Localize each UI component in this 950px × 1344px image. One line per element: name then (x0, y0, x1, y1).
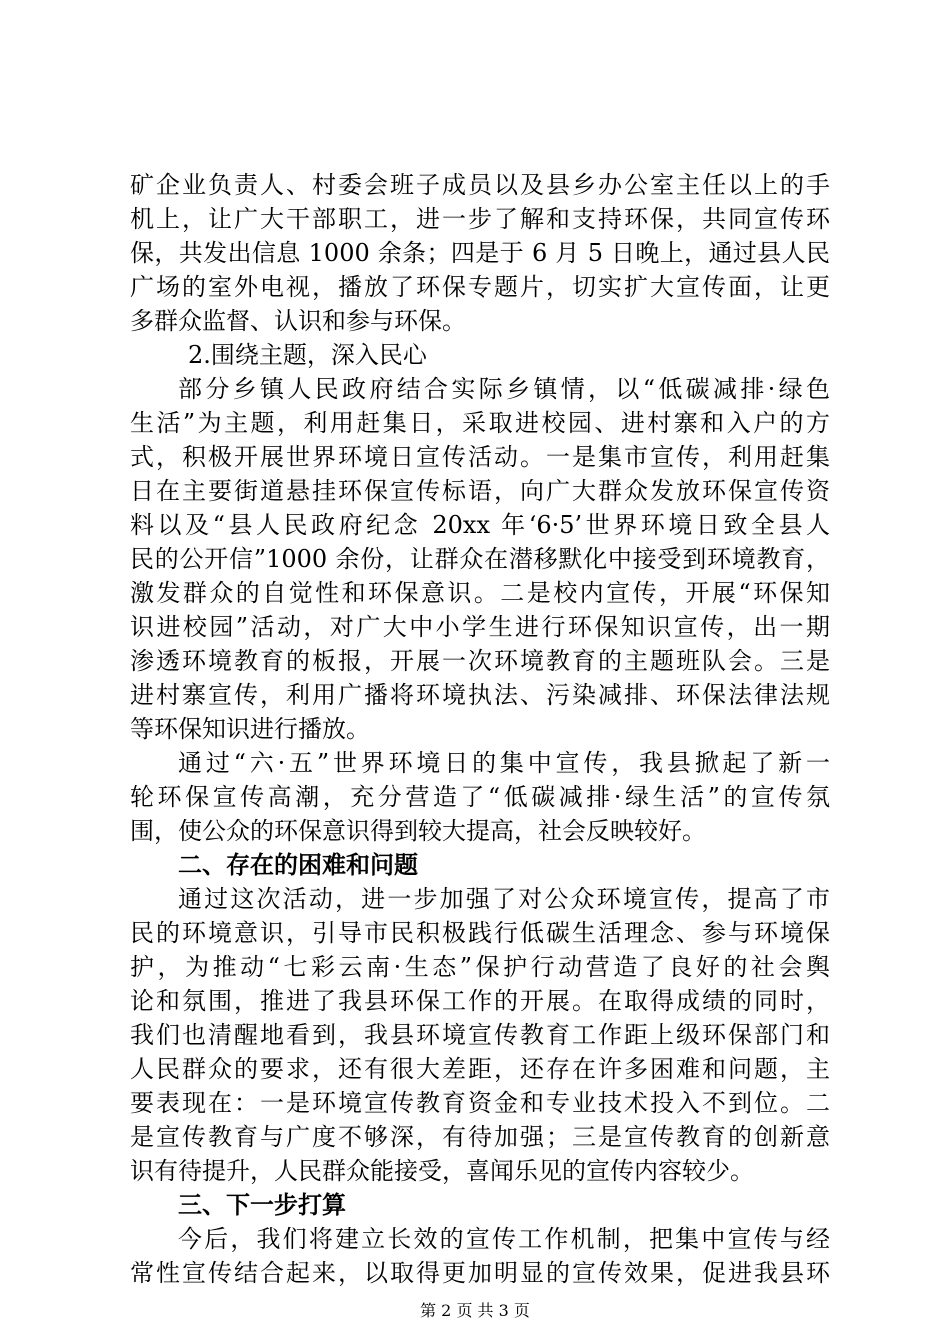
text-line: 机上，让广大干部职工，进一步了解和支持环保，共同宣传环 (130, 205, 830, 233)
text-line: 式，积极开展世界环境日宣传活动。一是集市宣传，利用赶集 (130, 443, 830, 471)
text-line: 通过这次活动，进一步加强了对公众环境宣传，提高了市 (178, 885, 830, 913)
text-line: 生活”为主题，利用赶集日，采取进校园、进村寨和入户的方 (130, 409, 830, 437)
text-line: 今后，我们将建立长效的宣传工作机制，把集中宣传与经 (178, 1225, 830, 1253)
text-line: 识有待提升，人民群众能接受，喜闻乐见的宣传内容较少。 (130, 1157, 754, 1185)
section-heading: 三、下一步打算 (178, 1191, 346, 1219)
text-line: 等环保知识进行播放。 (130, 715, 370, 743)
document-body (130, 168, 830, 1290)
text-line: 是宣传教育与广度不够深，有待加强；三是宣传教育的创新意 (130, 1123, 830, 1151)
text-line: 渗透环境教育的板报，开展一次环境教育的主题班队会。三是 (130, 647, 830, 675)
text-line: 部分乡镇人民政府结合实际乡镇情，以“低碳减排·绿色 (178, 375, 830, 403)
text-line: 矿企业负责人、村委会班子成员以及县乡办公室主任以上的手 (130, 171, 830, 199)
section-heading: 二、存在的困难和问题 (178, 851, 418, 879)
text-line: 广场的室外电视，播放了环保专题片，切实扩大宣传面，让更 (130, 273, 830, 301)
text-line: 要表现在：一是环境宣传教育资金和专业技术投入不到位。二 (130, 1089, 830, 1117)
text-line: 多群众监督、认识和参与环保。 (130, 307, 466, 335)
page-number-footer: 第 2 页 共 3 页 (420, 1301, 530, 1320)
text-line: 料以及“县人民政府纪念 20xx 年‘6·5’世界环境日致全县人 (130, 511, 830, 539)
text-line: 人民群众的要求，还有很大差距，还存在许多困难和问题，主 (130, 1055, 830, 1083)
text-line: 我们也清醒地看到，我县环境宣传教育工作距上级环保部门和 (130, 1021, 830, 1049)
text-line: 民的环境意识，引导市民积极践行低碳生活理念、参与环境保 (130, 919, 830, 947)
text-line: 激发群众的自觉性和环保意识。二是校内宣传，开展“环保知 (130, 579, 830, 607)
text-line: 日在主要街道悬挂环保宣传标语，向广大群众发放环保宣传资 (130, 477, 830, 505)
text-line: 护，为推动“七彩云南·生态”保护行动营造了良好的社会舆 (130, 953, 830, 981)
text-line: 进村寨宣传，利用广播将环境执法、污染减排、环保法律法规 (130, 681, 830, 709)
text-line: 识进校园”活动，对广大中小学生进行环保知识宣传，出一期 (130, 613, 830, 641)
text-line: 论和氛围，推进了我县环保工作的开展。在取得成绩的同时， (130, 987, 830, 1015)
text-line: 轮环保宣传高潮，充分营造了“低碳减排·绿生活”的宣传氛 (130, 783, 830, 811)
text-line: 通过“六·五”世界环境日的集中宣传，我县掀起了新一 (178, 749, 830, 777)
text-line: 保，共发出信息 1000 余条；四是于 6 月 5 日晚上，通过县人民 (130, 239, 830, 267)
text-line: 民的公开信”1000 余份，让群众在潜移默化中接受到环境教育， (130, 545, 830, 573)
text-line: 常性宣传结合起来，以取得更加明显的宣传效果，促进我县环 (130, 1259, 830, 1287)
text-line: 围，使公众的环保意识得到较大提高，社会反映较好。 (130, 817, 706, 845)
subsection-heading: 2.围绕主题，深入民心 (188, 341, 427, 369)
